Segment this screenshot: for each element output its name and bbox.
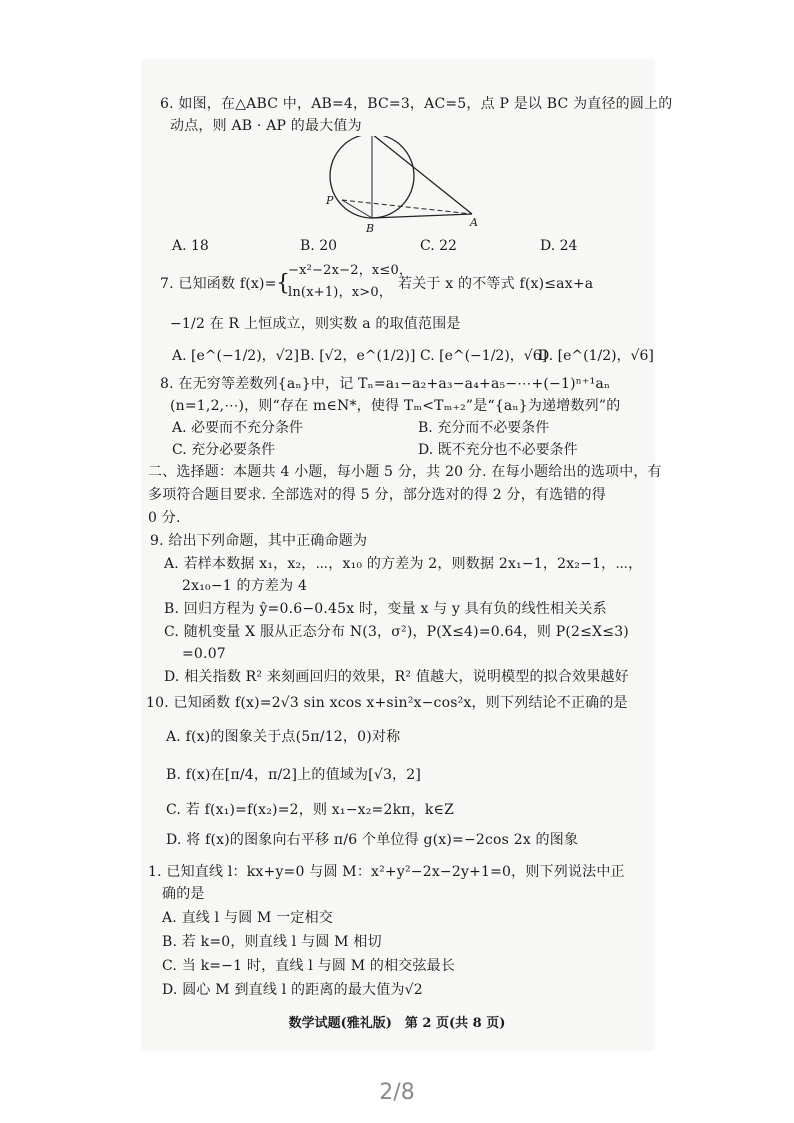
q9-stem: 9. 给出下列命题，其中正确命题为 [150,533,368,549]
q6-option-c: C. 22 [420,238,457,254]
q9-option-a-line1: A. 若样本数据 x₁，x₂，⋯，x₁₀ 的方差为 2，则数据 2x₁−1，2x₂−1，⋯， [164,556,643,572]
q8-option-b: B. 充分而不必要条件 [418,420,550,436]
q9-option-c-line2: =0.07 [182,646,226,662]
q10-option-a: A. f(x)的图象关于点(5π/12，0)对称 [166,729,401,745]
q7-line1a: 7. 已知函数 f(x)= [160,276,277,292]
q9-option-b: B. 回归方程为 ŷ=0.6−0.45x 时，变量 x 与 y 具有负的线性相关关系 [164,601,607,617]
q8-line1: 8. 在无穷等差数列{aₙ}中，记 Tₙ=a₁−a₂+a₃−a₄+a₅−⋯+(−1)ⁿ⁺¹aₙ [160,376,611,392]
q11-option-a: A. 直线 l 与圆 M 一定相交 [162,910,334,926]
q10-option-b: B. f(x)在[π/4，π/2]上的值域为[√3，2] [166,767,422,783]
q7-line1b: 若关于 x 的不等式 f(x)≤ax+a [398,276,594,292]
q11-option-b: B. 若 k=0，则直线 l 与圆 M 相切 [162,934,382,950]
q7-option-c: C. [e^(−1/2)，√6] [420,348,548,364]
q7-option-d: D. [e^(1/2)，√6] [538,348,654,364]
q11-option-c: C. 当 k=−1 时，直线 l 与圆 M 的相交弦最长 [162,958,456,974]
q10-option-c: C. 若 f(x₁)=f(x₂)=2，则 x₁−x₂=2kπ，k∈Z [166,802,455,818]
q8-line2: (n=1,2,⋯)，则“存在 m∈N*，使得 Tₘ<Tₘ₊₂”是“{aₙ}为递增数列”的 [170,398,621,414]
q11-option-d: D. 圆心 M 到直线 l 的距离的最大值为√2 [162,982,423,998]
page-indicator: 2/8 [379,1080,415,1105]
section2-line3: 0 分. [148,510,181,526]
q9-option-c-line1: C. 随机变量 X 服从正态分布 N(3，σ²)，P(X≤4)=0.64，则 P(2≤X≤3) [164,624,629,640]
q7-option-a: A. [e^(−1/2)，√2] [172,348,299,364]
q6-figure [320,136,480,236]
q6-option-a: A. 18 [172,238,209,254]
q7-case2: ln(x+1)，x>0， [288,285,393,300]
section2-line1: 二、选择题：本题共 4 小题，每小题 5 分，共 20 分. 在每小题给出的选项中，有 [148,464,662,480]
q6-option-b: B. 20 [300,238,338,254]
q6-label-a: A [470,216,478,229]
q6-line1: 6. 如图，在△ABC 中，AB=4，BC=3，AC=5，点 P 是以 BC 为直径的圆上的 [160,96,673,112]
q10-stem: 10. 已知函数 f(x)=2√3 sin xcos x+sin²x−cos²x，则下列结论不正确的是 [146,695,628,711]
q7-case1: −x²−2x−2，x≤0， [288,263,413,278]
q6-line2: 动点，则 AB · AP 的最大值为 [170,118,362,134]
q9-option-a-line2: 2x₁₀−1 的方差为 4 [182,578,308,594]
page-footer: 数学试题(雅礼版) 第 2 页(共 8 页) [288,1016,506,1031]
q9-option-d: D. 相关指数 R² 来刻画回归的效果，R² 值越大，说明模型的拟合效果越好 [164,669,629,685]
q7-option-b: B. [√2，e^(1/2)] [300,348,416,364]
q6-label-p: P [326,194,334,207]
q6-label-b: B [366,222,375,235]
section2-line2: 多项符合题目要求. 全部选对的得 5 分，部分选对的得 2 分，有选错的得 [148,487,606,503]
q7-line2: −1/2 在 R 上恒成立，则实数 a 的取值范围是 [170,316,461,332]
q11-line2: 确的是 [162,886,205,902]
q8-option-c: C. 充分必要条件 [172,442,276,458]
q10-option-d: D. 将 f(x)的图象向右平移 π/6 个单位得 g(x)=−2cos 2x 的图象 [166,832,579,848]
q7-brace: { [276,271,291,296]
q8-option-d: D. 既不充分也不必要条件 [418,442,578,458]
q8-option-a: A. 必要而不充分条件 [172,420,304,436]
q11-line1: 1. 已知直线 l：kx+y=0 与圆 M：x²+y²−2x−2y+1=0，则下列说法中正 [148,864,625,880]
q6-option-d: D. 24 [540,238,578,254]
